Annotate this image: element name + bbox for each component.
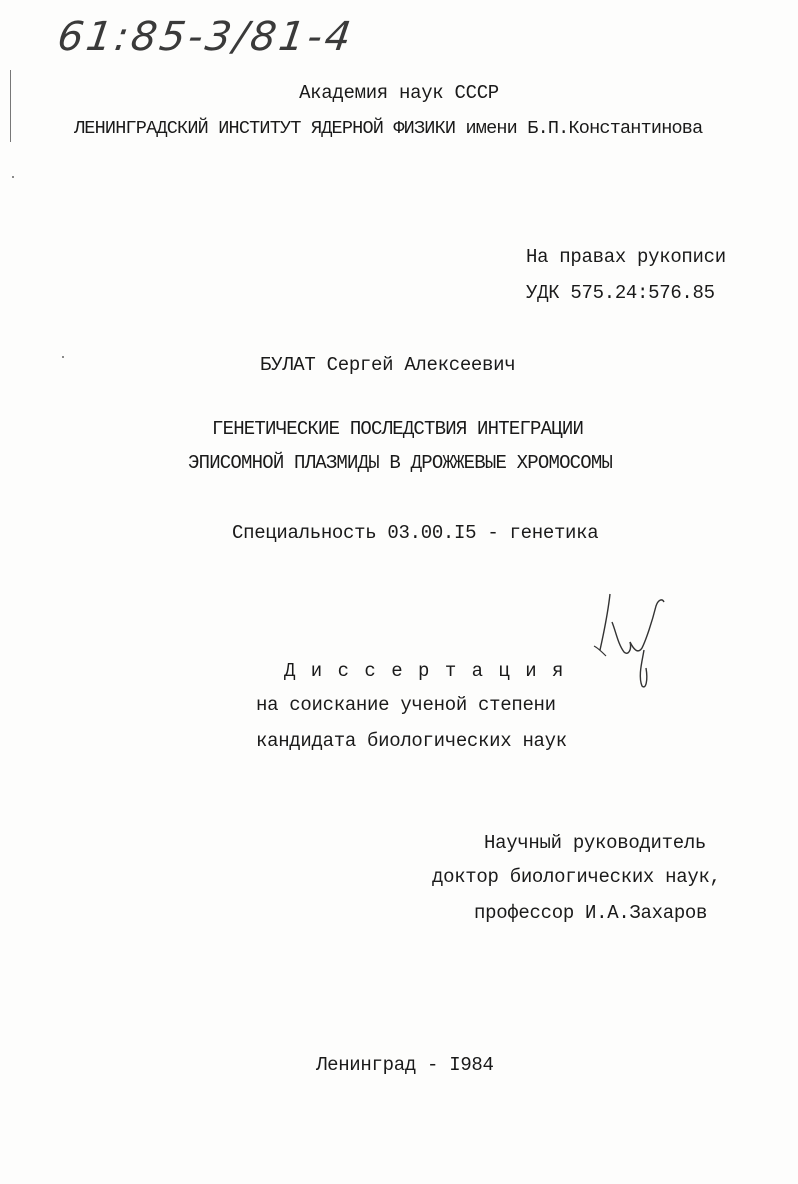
binding-margin-line [10, 70, 11, 142]
udc-code: УДК 575.24:576.85 [526, 282, 715, 304]
margin-speck [62, 356, 64, 358]
degree-line-2: кандидата биологических наук [256, 730, 567, 752]
archive-code-handwritten: 61:85-3/81-4 [54, 14, 357, 60]
specialty: Специальность 03.00.I5 - генетика [232, 522, 599, 544]
title-line-2: ЭПИСОМНОЙ ПЛАЗМИДЫ В ДРОЖЖЕВЫЕ ХРОМОСОМЫ [188, 452, 613, 474]
margin-speck [12, 176, 14, 178]
signature-handwritten [592, 592, 684, 692]
manuscript-rights: На правах рукописи [526, 246, 726, 268]
supervisor-name: профессор И.А.Захаров [474, 902, 708, 924]
academy-name: Академия наук СССР [299, 82, 499, 104]
supervisor-title: Научный руководитель [484, 832, 707, 854]
dissertation-heading: Д и с с е р т а ц и я [284, 660, 566, 682]
author-name: БУЛАТ Сергей Алексеевич [260, 354, 516, 376]
institute-name: ЛЕНИНГРАДСКИЙ ИНСТИТУТ ЯДЕРНОЙ ФИЗИКИ имени Б.П.Константинова [74, 118, 703, 139]
degree-line-1: на соискание ученой степени [256, 694, 556, 716]
title-line-1: ГЕНЕТИЧЕСКИЕ ПОСЛЕДСТВИЯ ИНТЕГРАЦИИ [212, 418, 584, 440]
city-year: Ленинград - I984 [316, 1054, 494, 1076]
supervisor-degree: доктор биологических наук, [432, 866, 721, 888]
